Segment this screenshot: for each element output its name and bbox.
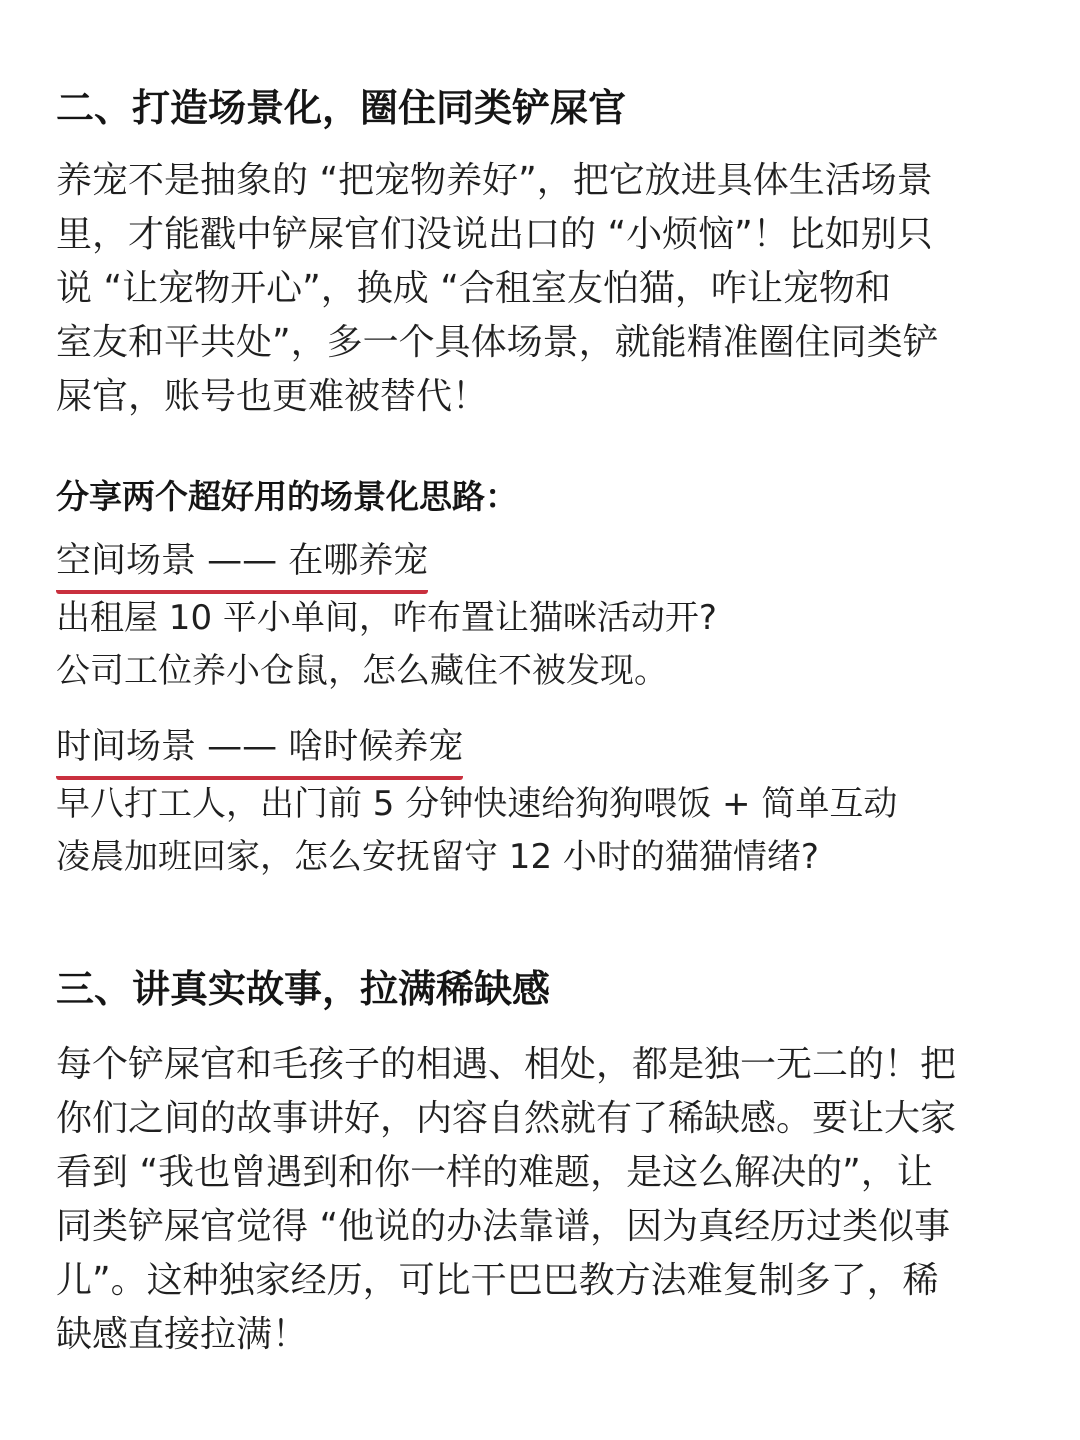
paragraph-line: 说 “让宠物开心”，换成 “合租室友怕猫，咋让宠物和: [56, 268, 891, 309]
paragraph-line: 每个铲屎官和毛孩子的相遇、相处，都是独一无二的！把: [56, 1044, 957, 1085]
paragraph-line: 看到 “我也曾遇到和你一样的难题，是这么解决的”，让: [56, 1152, 933, 1193]
section-heading-3: 三、讲真实故事，拉满稀缺感: [56, 967, 551, 1011]
section-3-paragraph: [56, 1038, 1024, 1362]
paragraph-line: 你们之间的故事讲好，内容自然就有了稀缺感。要让大家: [56, 1098, 957, 1139]
scene-lines-time: [56, 778, 897, 884]
paragraph-line: 缺感直接拉满！: [56, 1314, 309, 1355]
paragraph-line: 同类铲屎官觉得 “他说的办法靠谱，因为真经历过类似事: [56, 1206, 951, 1247]
section-heading-2: 二、打造场景化，圈住同类铲屎官: [56, 86, 627, 130]
scene-line: 公司工位养小仓鼠，怎么藏住不被发现。: [56, 651, 668, 691]
scene-title-time: 时间场景 —— 啥时候养宠: [56, 724, 463, 780]
scene-line: 凌晨加班回家，怎么安抚留守 12 小时的猫猫情绪?: [56, 837, 819, 877]
scene-line: 出租屋 10 平小单间，咋布置让猫咪活动开?: [56, 598, 717, 638]
scene-line: 早八打工人，出门前 5 分钟快速给狗狗喂饭 + 简单互动: [56, 784, 898, 824]
paragraph-line: 室友和平共处”，多一个具体场景，就能精准圈住同类铲: [56, 322, 939, 363]
paragraph-line: 屎官，账号也更难被替代！: [56, 376, 489, 417]
share-heading: 分享两个超好用的场景化思路：: [56, 477, 518, 516]
scene-title-space: 空间场景 —— 在哪养宠: [56, 538, 428, 594]
paragraph-line: 养宠不是抽象的 “把宠物养好”，把它放进具体生活场景: [56, 160, 933, 201]
scene-lines-space: [56, 592, 717, 698]
paragraph-line: 里，才能戳中铲屎官们没说出口的 “小烦恼”！比如别只: [56, 214, 933, 255]
section-2-paragraph: [56, 154, 1024, 424]
paragraph-line: 儿”。这种独家经历，可比干巴巴教方法难复制多了，稀: [56, 1260, 939, 1301]
